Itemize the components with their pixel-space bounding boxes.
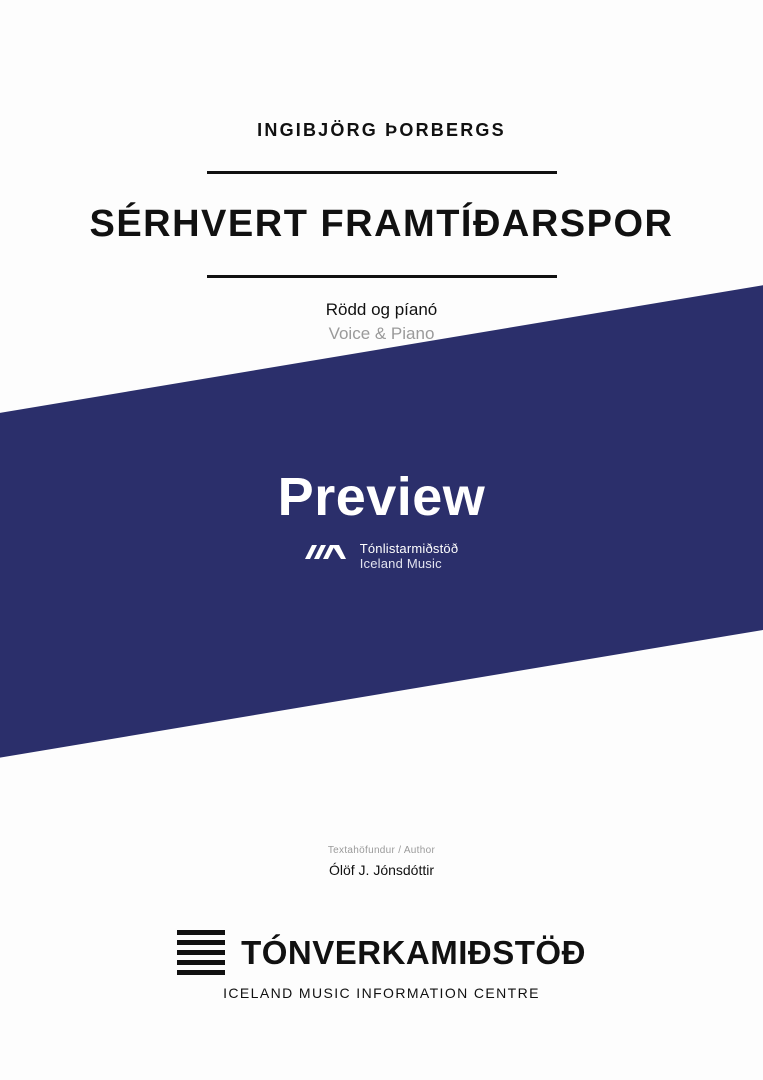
author-block [0,845,763,878]
brand-line-icelandic: Tónlistarmiðstöð [359,541,459,556]
brand-line-english: Iceland Music [359,555,442,571]
divider-bottom [207,275,557,278]
divider-top [207,171,557,174]
author-label: Textahöfundur / Author [327,845,436,856]
preview-watermark-band [0,281,763,758]
publisher-logo [0,930,763,1001]
instrumentation-icelandic: Rödd og píanó [325,299,438,319]
preview-label: Preview [277,467,486,527]
composer-name: INGIBJÖRG ÞORBERGS [257,120,506,140]
author-name: Ólöf J. Jónsdóttir [328,862,435,878]
publisher-logo-row [177,930,586,975]
stripes-icon [177,930,225,975]
publisher-name: TÓNVERKAMIÐSTÖÐ [241,934,586,971]
page-title: SÉRHVERT FRAMTÍÐARSPOR [89,203,674,245]
instrumentation-english: Voice & Piano [328,323,435,343]
publisher-subtitle: ICELAND MUSIC INFORMATION CENTRE [223,985,540,1001]
